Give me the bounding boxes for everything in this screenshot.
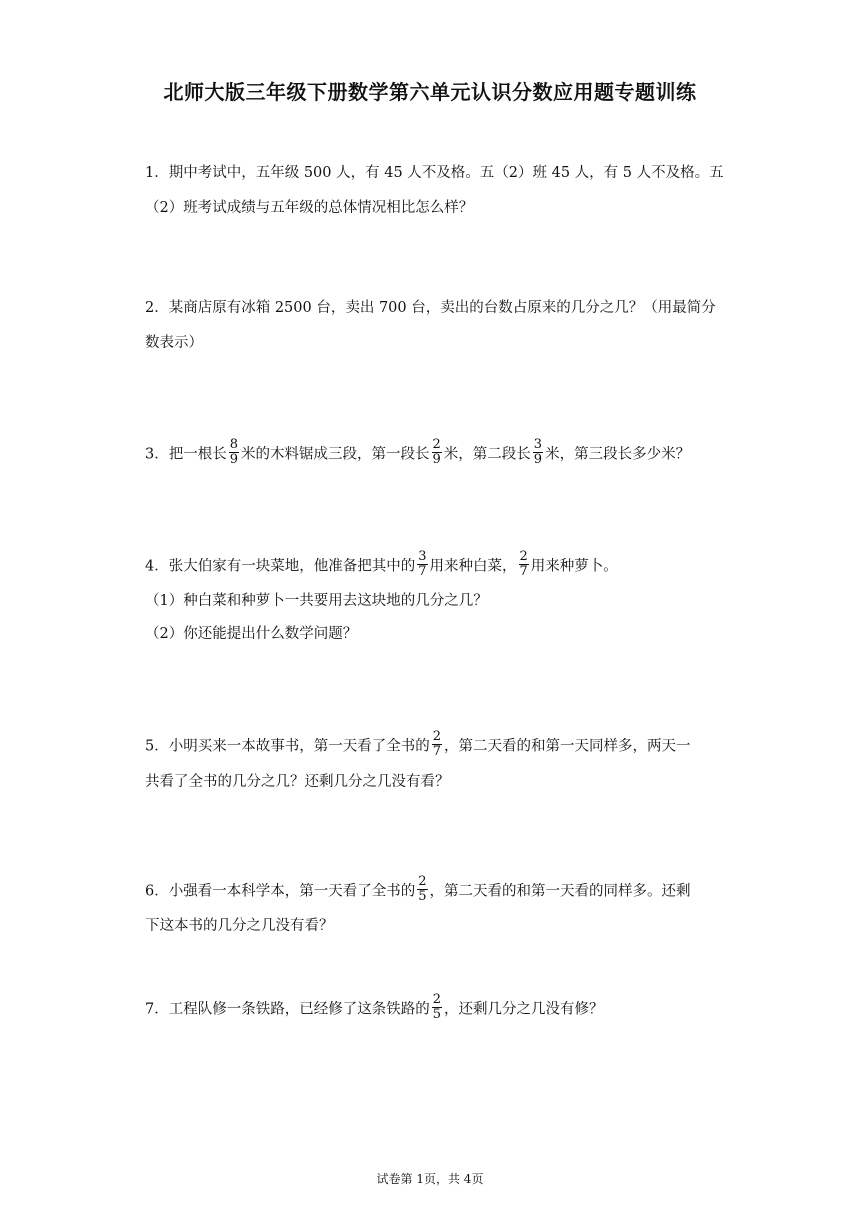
question-5-line-1 xyxy=(145,729,720,761)
fraction-2-5: $\frac{2}{5}$ xyxy=(432,992,442,1022)
question-3-text-4: 米，第三段长多少米？ xyxy=(545,446,691,463)
fraction-2-7: $\frac{2}{7}$ xyxy=(432,729,442,759)
fraction-2-5: $\frac{2}{5}$ xyxy=(418,874,427,904)
question-1-line-1: 1．期中考试中，五年级 500 人，有 45 人不及格。五（2）班 45 人，有 5 人不及格。五 xyxy=(145,165,724,181)
question-3-text-2: 米的木料锯成三段，第一段长 xyxy=(241,446,430,463)
question-6-text-1: 6．小强看一本科学本，第一天看了全书的 xyxy=(145,883,416,900)
question-3-text-3: 米，第二段长 xyxy=(443,446,531,463)
question-5-text-1: 5．小明买来一本故事书，第一天看了全书的 xyxy=(145,738,430,755)
question-4-text-2: 用来种白菜， xyxy=(429,558,517,575)
question-3 xyxy=(145,437,720,469)
page-title: 北师大版三年级下册数学第六单元认识分数应用题专题训练 xyxy=(163,80,697,104)
page-footer: 试卷第 1页，共 4页 xyxy=(376,1172,484,1186)
question-4-sub-1: （1）种白菜和种萝卜一共要用去这块地的几分之几？ xyxy=(145,593,488,609)
fraction-3-9: $\frac{3}{9}$ xyxy=(533,437,543,467)
question-6-text-2: ，第二天看的和第一天看的同样多。还剩 xyxy=(429,883,691,900)
question-6-line-1 xyxy=(145,874,720,906)
fraction-3-7: $\frac{3}{7}$ xyxy=(418,549,427,579)
question-3-text-1: 3．把一根长 xyxy=(145,446,227,463)
question-4-sub-2: （2）你还能提出什么数学问题？ xyxy=(145,626,358,642)
question-2-line-1: 2．某商店原有冰箱 2500 台，卖出 700 台，卖出的台数占原来的几分之几？（用最简分 xyxy=(145,300,716,316)
question-4-text-1: 4．张大伯家有一块菜地，他准备把其中的 xyxy=(145,558,416,575)
question-2-line-2: 数表示） xyxy=(145,335,203,351)
question-7-text-1: 7．工程队修一条铁路，已经修了这条铁路的 xyxy=(145,1001,430,1018)
question-4 xyxy=(145,549,720,581)
fraction-2-7: $\frac{2}{7}$ xyxy=(519,549,528,579)
question-1-line-2: （2）班考试成绩与五年级的总体情况相比怎么样？ xyxy=(145,200,474,216)
question-4-text-3: 用来种萝卜。 xyxy=(530,558,618,575)
question-7-text-2: ，还剩几分之几没有修？ xyxy=(444,1001,604,1018)
question-6-line-2: 下这本书的几分之几没有看？ xyxy=(145,918,334,934)
question-5-line-2: 共看了全书的几分之几？还剩几分之几没有看？ xyxy=(145,774,450,790)
fraction-8-9: $\frac{8}{9}$ xyxy=(229,437,239,467)
fraction-2-9: $\frac{2}{9}$ xyxy=(432,437,441,467)
question-5-text-2: ，第二天看的和第一天同样多，两天一 xyxy=(444,738,691,755)
question-7 xyxy=(145,992,720,1024)
